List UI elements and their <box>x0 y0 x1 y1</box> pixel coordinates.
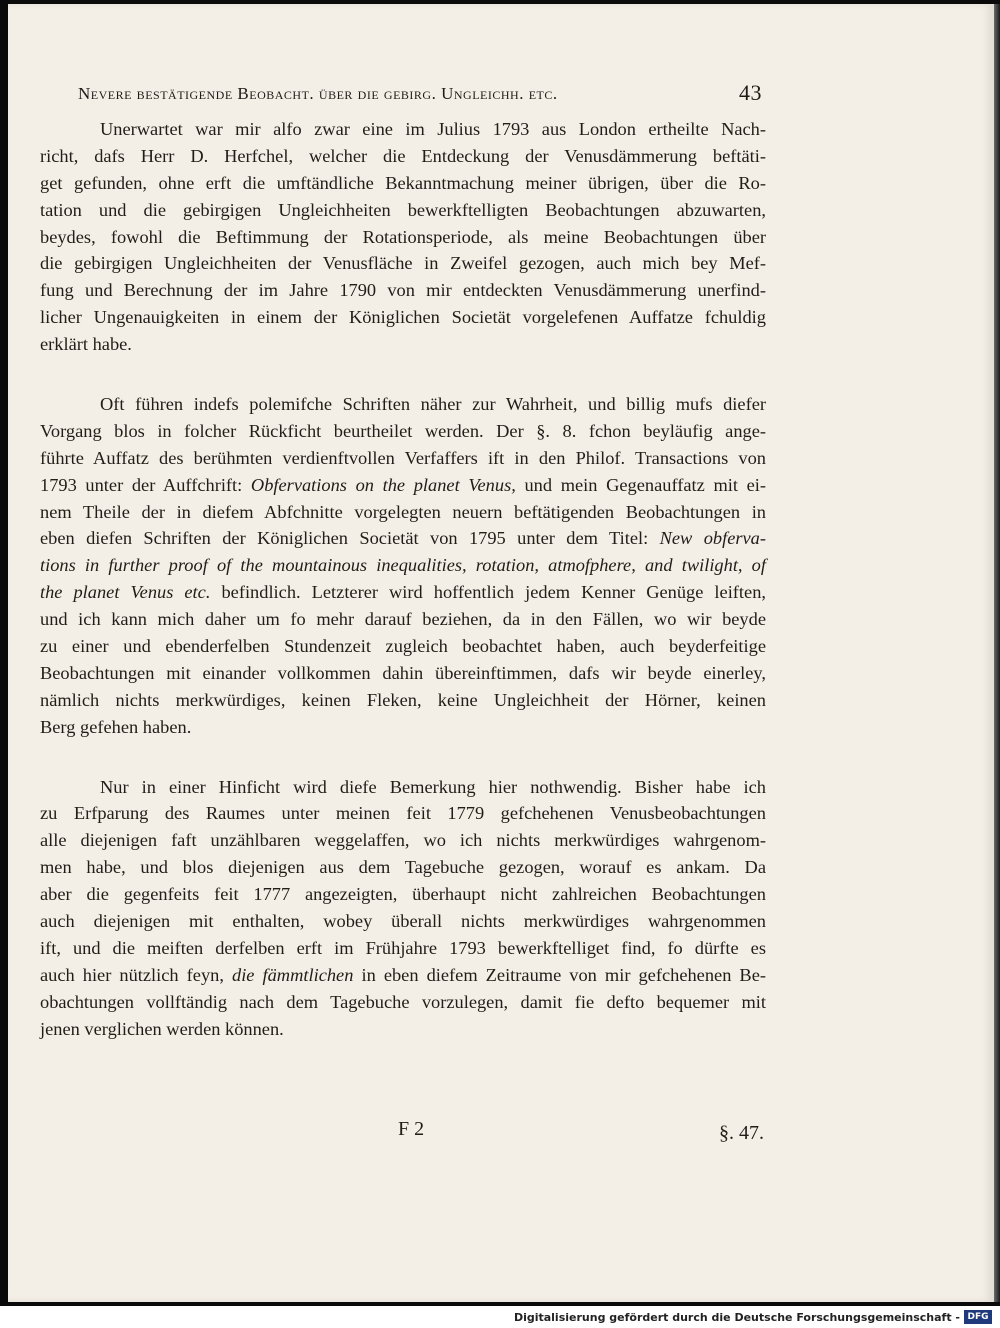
text-line: führte Auffatz des berühmten verdienftvollen Verfaffers ift in den Philof. Transactions von <box>40 447 766 468</box>
italic-title: New obferva- <box>659 528 766 549</box>
text-line: nem Theile der in diefem Abfchnitte vorgelegten neuern beftätigenden Beobachtungen in <box>40 501 766 522</box>
text-line: obachtungen vollftändig nach dem Tagebuche vorzulegen, damit fie defto bequemer mit <box>40 991 766 1012</box>
text-segment: befindlich. Letzterer wird hoffentlich jedem Kenner Genüge leiften, <box>221 582 766 603</box>
text-line: erklärt habe. <box>40 334 132 355</box>
text-line: tation und die gebirgigen Ungleichheiten bewerkftelligten Beobachtungen abzuwarten, <box>40 199 766 220</box>
text-line: Oft führen indefs polemifche Schriften näher zur Wahrheit, und billig mufs diefer <box>100 394 766 415</box>
running-head <box>78 80 770 110</box>
text-line: richt, dafs Herr D. Herfchel, welcher die Entdeckung der Venusdämmerung beftäti- <box>40 145 766 166</box>
text-line: alle diejenigen faft unzählbaren weggelaffen, wo ich nichts merkwürdiges wahrgenom- <box>40 830 766 851</box>
text-line: ift, und die meiften derfelben erft im Frühjahre 1793 bewerkftelliget find, fo dürfte es <box>40 937 766 958</box>
dfg-logo: DFG <box>964 1310 992 1324</box>
text-line <box>40 962 766 989</box>
page-footer <box>40 1116 766 1150</box>
text-line: nämlich nichts merkwürdiges, keinen Fleken, keine Ungleichheit der Hörner, keinen <box>40 689 766 710</box>
text-line: Beobachtungen mit einander vollkommen dahin übereinftimmen, dafs wir beyde einerley, <box>40 662 766 683</box>
credit-bar <box>0 1306 1000 1328</box>
text-line: get gefunden, ohne erft die umftändliche Bekanntmachung meiner übrigen, über die Ro- <box>40 172 766 193</box>
text-line: licher Ungenauigkeiten in einem der Königlichen Societät vorgelefenen Auffatze fchuldig <box>40 307 766 328</box>
text-segment: und mein Gegenauffatz mit ei- <box>524 474 766 495</box>
italic-title: Obfervations on the planet Venus, <box>250 474 516 495</box>
text-line: zu Erfparung des Raumes unter meinen feit 1779 gefchehenen Venusbeobachtungen <box>40 803 766 824</box>
text-segment: 1793 unter der Auffchrift: <box>40 474 243 495</box>
page-edge <box>994 4 1000 1302</box>
text-line: und ich kann mich daher um fo mehr darauf beziehen, da in den Fällen, wo wir beyde <box>40 609 766 630</box>
text-line: aber die gegenfeits feit 1777 angezeigten, überhaupt nicht zahlreichen Beobachtungen <box>40 884 766 905</box>
text-line <box>40 552 766 579</box>
text-line: die gebirgigen Ungleichheiten der Venusfläche in Zweifel gezogen, auch mich bey Mef- <box>40 253 766 274</box>
text-line: jenen verglichen werden können. <box>40 1018 284 1039</box>
text-line: Unerwartet war mir alfo zwar eine im Julius 1793 aus London ertheilte Nach- <box>100 119 766 139</box>
signature-mark: F 2 <box>398 1118 425 1140</box>
text-line: fung und Berechnung der im Jahre 1790 von mir entdeckten Venusdämmerung unerfind- <box>40 280 766 301</box>
text-line: men habe, und blos diejenigen aus dem Tagebuche gezogen, worauf es ankam. Da <box>40 857 766 878</box>
text-segment: eben diefen Schriften der Königlichen Societät von 1795 unter dem Titel: <box>40 528 649 549</box>
running-head-title: Nevere bestätigende Beobacht. über die gebirg. Ungleichh. etc. <box>78 84 558 103</box>
text-line <box>40 525 766 552</box>
text-line: zu einer und ebenderfelben Stundenzeit zugleich beobachtet haben, auch beyderfeitige <box>40 636 766 657</box>
text-line: Berg gefehen haben. <box>40 716 192 737</box>
text-line: beydes, fowohl die Beftimmung der Rotationsperiode, als meine Beobachtungen über <box>40 226 766 247</box>
text-line <box>40 579 766 606</box>
catchword: §. 47. <box>719 1122 764 1144</box>
page-number: 43 <box>739 80 762 105</box>
credit-text: Digitalisierung gefördert durch die Deutsche Forschungsgemeinschaft - <box>513 1311 960 1324</box>
text-line: Nur in einer Hinficht wird diefe Bemerkung hier nothwendig. Bisher habe ich <box>100 776 766 797</box>
body-text <box>40 116 766 1043</box>
text-line: auch diejenigen mit enthalten, wobey überall nichts merkwürdiges wahrgenommen <box>40 911 766 932</box>
italic-phrase: die fämmtlichen <box>232 964 354 985</box>
italic-title: tions in further proof of the mountainous inequalities, rotation, atmofphere, and twilight, of <box>40 555 766 576</box>
text-segment: auch hier nützlich feyn, <box>40 964 224 985</box>
text-line <box>40 472 766 499</box>
text-line: Vorgang blos in folcher Rückficht beurtheilet werden. Der §. 8. fchon beyläufig ange- <box>40 420 766 441</box>
text-segment: in eben diefem Zeitraume von mir gefchehenen Be- <box>361 964 766 985</box>
italic-title: the planet Venus etc. <box>40 582 211 603</box>
